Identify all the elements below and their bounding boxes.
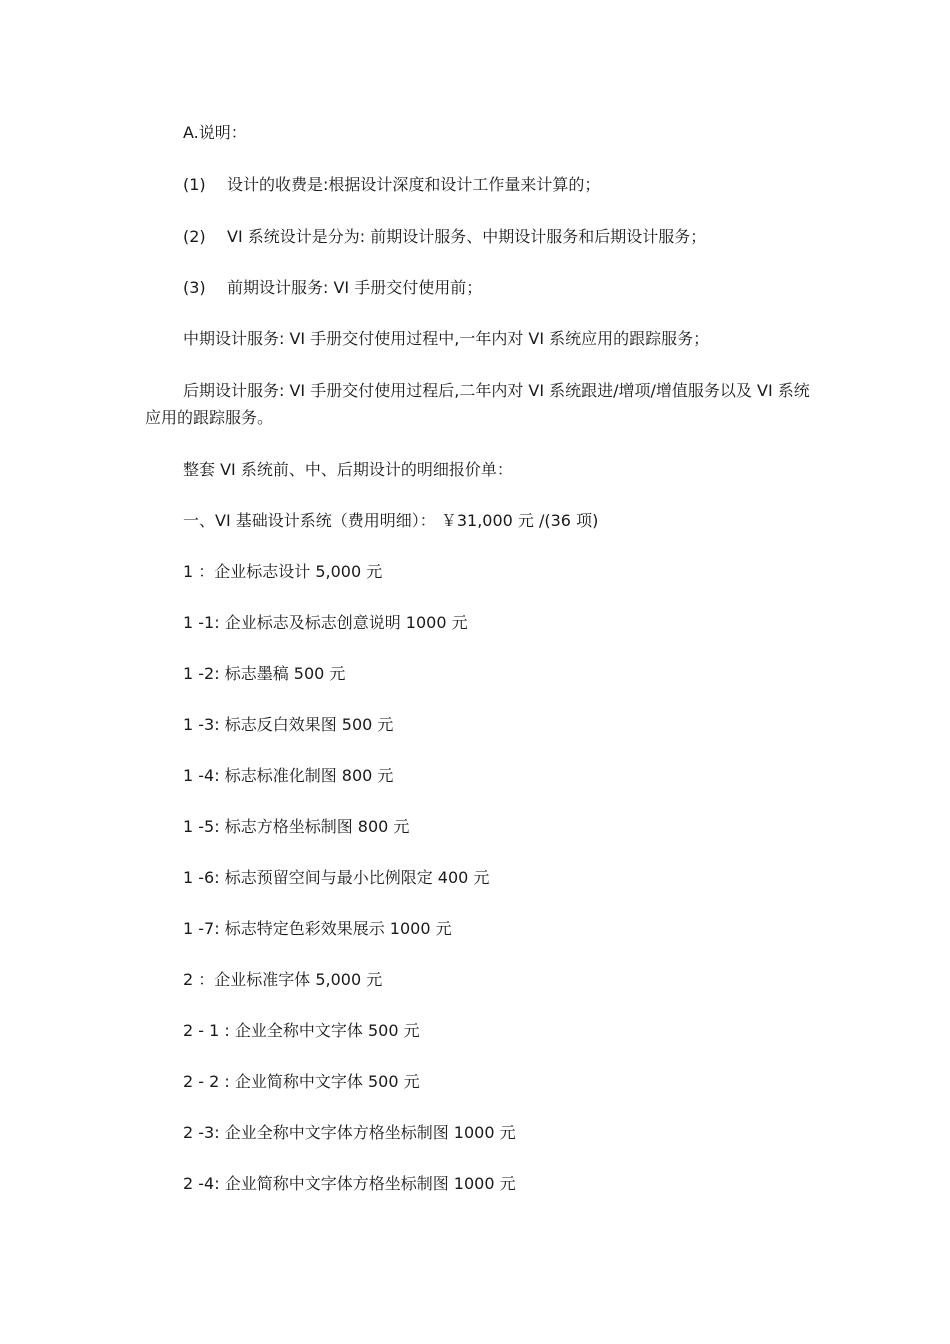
section-1-title: 一、VI 基础设计系统（费用明细）： ￥31,000 元 /(36 项) <box>183 511 599 530</box>
note-1-number: (1) <box>183 175 206 194</box>
fee-item: 1 -7: 标志特定色彩效果展示 1000 元 <box>183 919 452 938</box>
note-2-text: VI 系统设计是分为: 前期设计服务、中期设计服务和后期设计服务； <box>227 227 707 246</box>
fee-item: 1 -1: 企业标志及标志创意说明 1000 元 <box>183 613 468 632</box>
quote-intro: 整套 VI 系统前、中、后期设计的明细报价单： <box>183 460 513 479</box>
late-service-paragraph: 后期设计服务: VI 手册交付使用过程后,二年内对 VI 系统跟进/增项/增值服务以及 VI 系统应用的跟踪服务。 <box>145 381 810 427</box>
section-heading: A.说明： <box>183 123 247 142</box>
mid-service-paragraph: 中期设计服务: VI 手册交付使用过程中,一年内对 VI 系统应用的跟踪服务； <box>183 329 710 348</box>
note-2-number: (2) <box>183 227 206 246</box>
fee-item: 1 -3: 标志反白效果图 500 元 <box>183 715 394 734</box>
fee-item: 2 -4: 企业简称中文字体方格坐标制图 1000 元 <box>183 1174 516 1193</box>
fee-item: 2 - 1 : 企业全称中文字体 500 元 <box>183 1021 420 1040</box>
fee-item: 2 - 2 : 企业简称中文字体 500 元 <box>183 1072 420 1091</box>
note-3 <box>183 278 482 298</box>
note-1-text: 设计的收费是:根据设计深度和设计工作量来计算的； <box>227 175 601 194</box>
note-3-number: (3) <box>183 278 206 297</box>
note-1 <box>183 175 600 195</box>
fee-item: 2 ：企业标准字体 5,000 元 <box>183 970 383 989</box>
note-3-text: 前期设计服务: VI 手册交付使用前； <box>227 278 483 297</box>
fee-item: 1 ：企业标志设计 5,000 元 <box>183 562 383 581</box>
fee-item: 1 -5: 标志方格坐标制图 800 元 <box>183 817 410 836</box>
fee-item: 2 -3: 企业全称中文字体方格坐标制图 1000 元 <box>183 1123 516 1142</box>
note-2 <box>183 227 706 247</box>
fee-item: 1 -6: 标志预留空间与最小比例限定 400 元 <box>183 868 490 887</box>
fee-item: 1 -4: 标志标准化制图 800 元 <box>183 766 394 785</box>
fee-item: 1 -2: 标志墨稿 500 元 <box>183 664 346 683</box>
